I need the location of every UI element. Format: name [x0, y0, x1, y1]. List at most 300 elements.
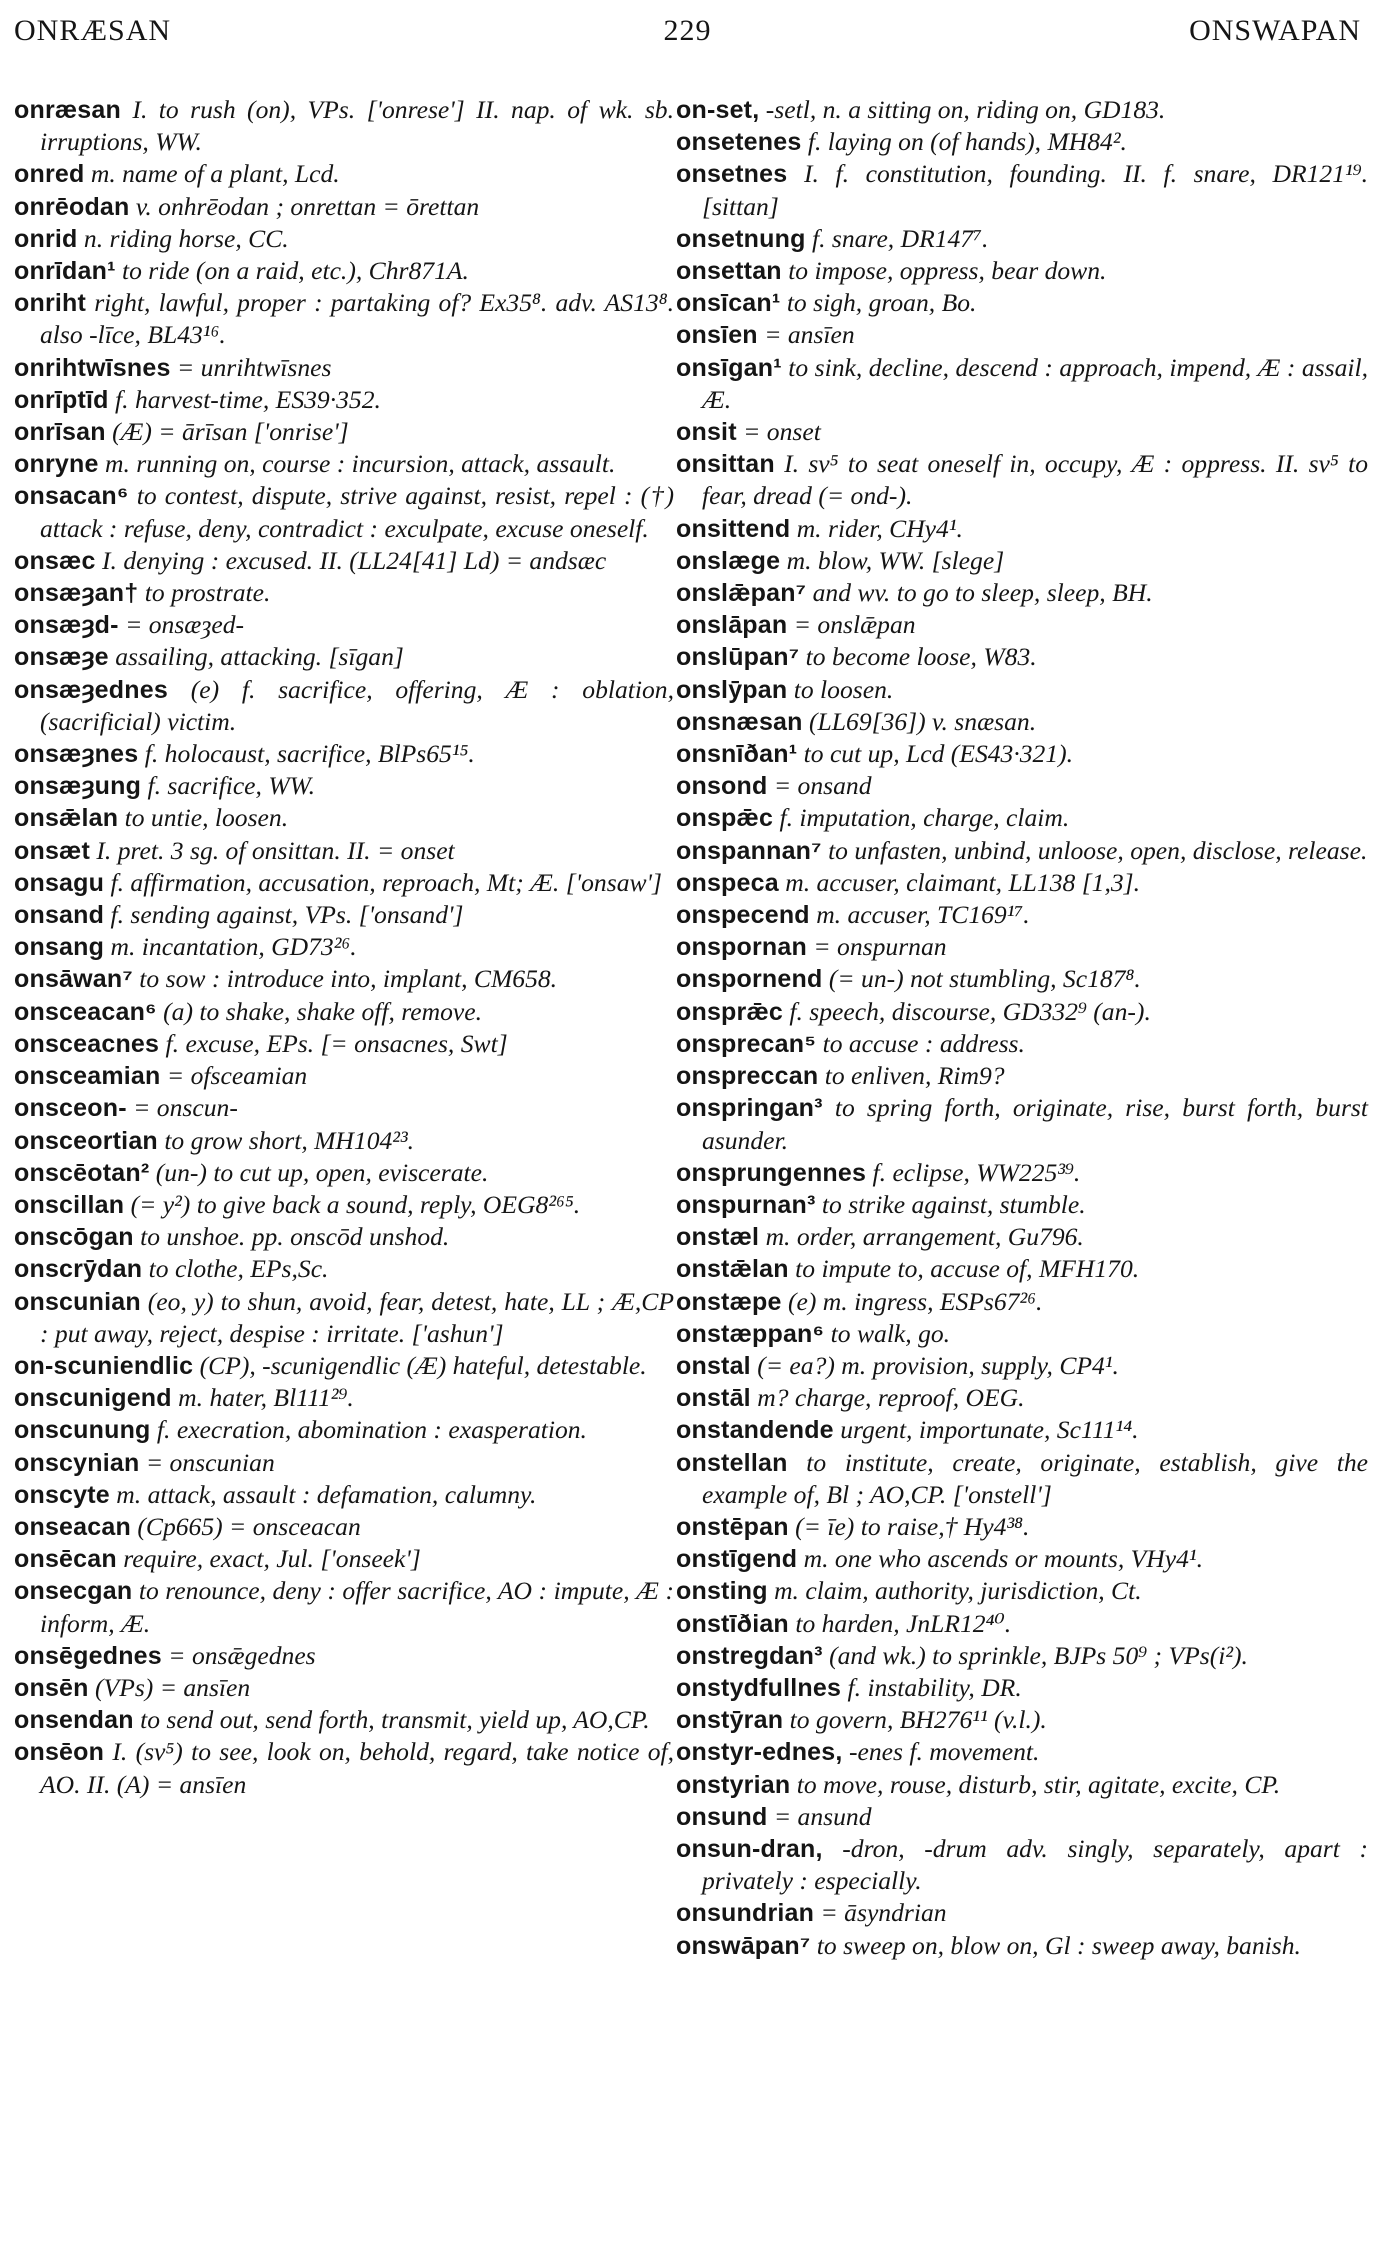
- dictionary-entry: [14, 1672, 674, 1704]
- dictionary-entry: [676, 609, 1368, 641]
- entry-definition: m. blow, WW. [slege]: [786, 545, 1005, 575]
- entry-headword: onscēotan²: [14, 1158, 150, 1187]
- entry-definition: I. to rush (on), VPs. ['onrese'] II. nap. of wk. sb. irruptions, WW.: [40, 95, 674, 157]
- entry-headword: onsceamian: [14, 1062, 161, 1091]
- dictionary-entry: [676, 158, 1368, 222]
- dictionary-entry: [676, 1930, 1368, 1962]
- dictionary-entry: [14, 1511, 674, 1543]
- entry-headword: onsceortian: [14, 1126, 158, 1155]
- dictionary-entry: [14, 255, 674, 287]
- dictionary-entry: [676, 223, 1368, 255]
- entry-definition: to sow : introduce into, implant, CM658.: [139, 964, 558, 994]
- entry-definition: (CP), -scunigendlic (Æ) hateful, detestable.: [199, 1350, 647, 1380]
- entry-headword: onryne: [14, 450, 99, 479]
- entry-definition: urgent, importunate, Sc111¹⁴.: [840, 1415, 1139, 1445]
- dictionary-entry: [676, 1801, 1368, 1833]
- entry-definition: = onset: [743, 417, 821, 447]
- entry-headword: onslūpan⁷: [676, 643, 800, 672]
- entry-headword: onsprǣc: [676, 997, 783, 1026]
- entry-headword: onstæl: [676, 1223, 760, 1252]
- dictionary-entry: [676, 1189, 1368, 1221]
- entry-definition: m? charge, reproof, OEG.: [757, 1383, 1025, 1413]
- entry-headword: onslāpan: [676, 611, 788, 640]
- entry-headword: onstȳran: [676, 1706, 784, 1735]
- entry-headword: onstæpe: [676, 1287, 782, 1316]
- entry-headword: onsæȝe: [14, 643, 109, 672]
- entry-headword: onspecend: [676, 901, 810, 930]
- entry-definition: m. order, arrangement, Gu796.: [765, 1222, 1084, 1252]
- dictionary-entry: [676, 963, 1368, 995]
- dictionary-entry: [14, 996, 674, 1028]
- entry-definition: = ofsceamian: [166, 1061, 308, 1091]
- entry-headword: onspornend: [676, 965, 823, 994]
- dictionary-entry: [14, 448, 674, 480]
- entry-headword: onsacan⁶: [14, 482, 129, 511]
- entry-headword: on-set,: [676, 96, 760, 124]
- entry-headword: onstǣlan: [676, 1255, 789, 1284]
- dictionary-entry: [676, 287, 1368, 319]
- entry-definition: m. hater, Bl111²⁹.: [178, 1383, 354, 1413]
- entry-headword: onseacan: [14, 1512, 131, 1541]
- dictionary-entry: [14, 1125, 674, 1157]
- entry-headword: onsetnung: [676, 224, 806, 253]
- entry-headword: onscunigend: [14, 1384, 172, 1413]
- entry-definition: (Æ) = ārīsan ['onrise']: [112, 417, 349, 447]
- entry-headword: onsēgednes: [14, 1641, 162, 1670]
- entry-headword: onstydfullnes: [676, 1673, 842, 1702]
- entry-headword: onrihtwīsnes: [14, 353, 171, 382]
- entry-headword: on-scuniendlic: [14, 1351, 194, 1380]
- dictionary-entry: [14, 94, 674, 158]
- dictionary-entry: [676, 867, 1368, 899]
- dictionary-entry: [676, 931, 1368, 963]
- entry-definition: = onsand: [773, 771, 872, 801]
- entry-headword: onspringan³: [676, 1094, 823, 1123]
- entry-definition: to send out, send forth, transmit, yield up, AO,CP.: [140, 1705, 650, 1735]
- entry-definition: to enliven, Rim9?: [824, 1061, 1005, 1091]
- entry-definition: f. sending against, VPs. ['onsand']: [110, 900, 464, 930]
- entry-headword: onsāwan⁷: [14, 965, 133, 994]
- dictionary-entry: [676, 996, 1368, 1028]
- entry-definition: f. snare, DR147⁷.: [811, 223, 989, 253]
- dictionary-entry: [676, 706, 1368, 738]
- entry-definition: require, exact, Jul. ['onseek']: [123, 1544, 421, 1574]
- entry-definition: (e) f. sacrifice, offering, Æ : oblation, (sacrificial) victim.: [40, 674, 674, 736]
- dictionary-entry: [676, 1157, 1368, 1189]
- entry-headword: onscrȳdan: [14, 1255, 143, 1284]
- dictionary-entry: [676, 1382, 1368, 1414]
- entry-definition: f. excuse, EPs. [= onsacnes, Swt]: [165, 1028, 508, 1058]
- entry-headword: onstēpan: [676, 1512, 789, 1541]
- entry-headword: onscyte: [14, 1480, 110, 1509]
- entry-headword: onsceacnes: [14, 1029, 160, 1058]
- entry-definition: -dron, -drum adv. singly, separately, apart : privately : especially.: [702, 1833, 1368, 1896]
- entry-headword: onstīðian: [676, 1609, 789, 1638]
- entry-headword: onred: [14, 160, 85, 189]
- entry-definition: -setl, n. a sitting on, riding on, GD183.: [765, 95, 1166, 124]
- dictionary-entry: [14, 1382, 674, 1414]
- entry-definition: (e) m. ingress, ESPs67²⁶.: [787, 1286, 1043, 1316]
- dictionary-entry: [14, 1479, 674, 1511]
- entry-headword: onrīptīd: [14, 385, 109, 414]
- entry-headword: onsæc: [14, 546, 96, 575]
- entry-headword: onsendan: [14, 1706, 134, 1735]
- dictionary-entry: [676, 1253, 1368, 1285]
- dictionary-entry: [676, 1318, 1368, 1350]
- dictionary-entry: [14, 287, 674, 351]
- dictionary-entry: [676, 545, 1368, 577]
- entry-headword: onsang: [14, 933, 105, 962]
- entry-definition: (LL69[36]) v. snæsan.: [809, 706, 1037, 736]
- entry-definition: = onscun-: [133, 1093, 238, 1123]
- dictionary-entry: [14, 674, 674, 738]
- dictionary-entry: [14, 609, 674, 641]
- entry-headword: onsæt: [14, 836, 90, 865]
- entry-headword: onsceon-: [14, 1094, 127, 1123]
- entry-definition: (= y²) to give back a sound, reply, OEG8²⁶⁵.: [130, 1189, 581, 1219]
- entry-headword: onrīsan: [14, 418, 106, 447]
- entry-definition: m. one who ascends or mounts, VHy4¹.: [803, 1544, 1204, 1574]
- entry-headword: onsand: [14, 901, 105, 930]
- dictionary-entry: [676, 319, 1368, 351]
- entry-headword: onrid: [14, 224, 78, 253]
- dictionary-entry: [14, 1253, 674, 1285]
- entry-definition: I. pret. 3 sg. of onsittan. II. = onset: [96, 835, 455, 865]
- entry-definition: (= ea?) m. provision, supply, CP4¹.: [757, 1350, 1119, 1380]
- dictionary-entry: [676, 770, 1368, 802]
- dictionary-entry: [676, 1769, 1368, 1801]
- entry-definition: to unfasten, unbind, unloose, open, disclose, release.: [828, 835, 1368, 865]
- entry-headword: onsīgan¹: [676, 353, 782, 382]
- header-left-guideword: ONRÆSAN: [14, 14, 172, 47]
- entry-headword: onscunian: [14, 1287, 141, 1316]
- dictionary-entry: [676, 1897, 1368, 1929]
- dictionary-entry: [676, 1092, 1368, 1156]
- dictionary-entry: [14, 1704, 674, 1736]
- entry-headword: onsæȝan†: [14, 579, 139, 608]
- entry-headword: onsting: [676, 1577, 768, 1606]
- dictionary-entry: [14, 1286, 674, 1350]
- entry-definition: to govern, BH276¹¹ (v.l.).: [789, 1705, 1047, 1735]
- entry-headword: onsæȝednes: [14, 675, 168, 704]
- entry-definition: = unrihtwīsnes: [177, 352, 332, 382]
- entry-headword: onsprecan⁵: [676, 1029, 817, 1058]
- dictionary-entry: [676, 94, 1368, 126]
- right-column: [676, 94, 1368, 1962]
- dictionary-entry: [14, 577, 674, 609]
- entry-definition: to ride (on a raid, etc.), Chr871A.: [122, 256, 469, 286]
- entry-headword: onsǣlan: [14, 804, 119, 833]
- left-column: [14, 94, 674, 1801]
- entry-definition: to unshoe. pp. onscōd unshod.: [140, 1222, 450, 1252]
- dictionary-entry: [676, 1028, 1368, 1060]
- dictionary-entry: [676, 416, 1368, 448]
- entry-headword: onslǣpan⁷: [676, 579, 807, 608]
- dictionary-entry: [14, 835, 674, 867]
- entry-headword: onstæppan⁶: [676, 1319, 825, 1348]
- dictionary-entry: [14, 1221, 674, 1253]
- entry-headword: onsnæsan: [676, 707, 803, 736]
- entry-headword: onswāpan⁷: [676, 1931, 811, 1960]
- dictionary-entry: [14, 1414, 674, 1446]
- entry-headword: onstregdan³: [676, 1641, 823, 1670]
- entry-headword: onsettan: [676, 257, 782, 286]
- dictionary-entry: [14, 931, 674, 963]
- dictionary-entry: [14, 1092, 674, 1124]
- entry-headword: onspurnan³: [676, 1190, 816, 1219]
- entry-headword: onstandende: [676, 1416, 834, 1445]
- entry-headword: onspreccan: [676, 1062, 819, 1091]
- entry-definition: to become loose, W83.: [805, 642, 1037, 672]
- entry-definition: m. claim, authority, jurisdiction, Ct.: [774, 1576, 1142, 1606]
- dictionary-entry: [676, 448, 1368, 512]
- dictionary-entry: [676, 577, 1368, 609]
- entry-definition: m. accuser, TC169¹⁷.: [816, 900, 1030, 930]
- entry-headword: onspeca: [676, 868, 779, 897]
- dictionary-entry: [14, 1543, 674, 1575]
- entry-definition: f. instability, DR.: [847, 1672, 1022, 1702]
- entry-headword: onslȳpan: [676, 675, 788, 704]
- entry-definition: to impute to, accuse of, MFH170.: [795, 1254, 1140, 1284]
- entry-definition: I. sv⁵ to seat oneself in, occupy, Æ : oppress. II. sv⁵ to fear, dread (= ond-).: [702, 449, 1368, 511]
- entry-definition: I. denying : excused. II. (LL24[41] Ld) = andsæc: [102, 545, 607, 575]
- entry-headword: onsēn: [14, 1673, 89, 1702]
- entry-definition: f. speech, discourse, GD332⁹ (an-).: [789, 996, 1151, 1026]
- dictionary-entry: [14, 416, 674, 448]
- dictionary-entry: [676, 1672, 1368, 1704]
- entry-definition: to walk, go.: [830, 1318, 951, 1348]
- entry-definition: n. riding horse, CC.: [83, 223, 289, 253]
- entry-definition: to grow short, MH104²³.: [164, 1125, 415, 1155]
- dictionary-entry: [14, 1736, 674, 1800]
- entry-headword: onsetnes: [676, 160, 788, 189]
- dictionary-entry: [676, 1575, 1368, 1607]
- entry-definition: f. affirmation, accusation, reproach, Mt; Æ. ['onsaw']: [110, 867, 662, 897]
- dictionary-entry: [676, 1511, 1368, 1543]
- entry-headword: onsecgan: [14, 1577, 133, 1606]
- page-number: 229: [663, 14, 712, 47]
- dictionary-entry: [676, 738, 1368, 770]
- header-right-guideword: ONSWAPAN: [1189, 14, 1361, 47]
- dictionary-entry: [676, 126, 1368, 158]
- entry-headword: onsagu: [14, 868, 105, 897]
- entry-headword: onsæȝnes: [14, 740, 139, 769]
- entry-headword: onsetenes: [676, 128, 802, 157]
- dictionary-entry: [14, 1189, 674, 1221]
- dictionary-entry: [14, 545, 674, 577]
- entry-definition: = onspurnan: [813, 932, 947, 962]
- dictionary-entry: [14, 1350, 674, 1382]
- entry-definition: m. incantation, GD73²⁶.: [110, 932, 357, 962]
- entry-definition: assailing, attacking. [sīgan]: [115, 642, 404, 672]
- dictionary-entry: [676, 1608, 1368, 1640]
- entry-definition: = ansund: [773, 1801, 872, 1831]
- entry-definition: I. (sv⁵) to see, look on, behold, regard, take notice of, AO. II. (A) = ansīen: [40, 1737, 675, 1799]
- entry-headword: onsnīðan¹: [676, 740, 798, 769]
- entry-definition: to renounce, deny : offer sacrifice, AO : impute, Æ : inform, Æ.: [40, 1576, 674, 1638]
- dictionary-entry: [14, 963, 674, 995]
- dictionary-entry: [676, 352, 1368, 416]
- dictionary-entry: [14, 1157, 674, 1189]
- entry-definition: = ansīen: [764, 320, 855, 350]
- entry-definition: f. sacrifice, WW.: [147, 771, 316, 801]
- dictionary-entry: [14, 899, 674, 931]
- entry-definition: to sigh, groan, Bo.: [786, 288, 977, 318]
- entry-definition: f. eclipse, WW225³⁹.: [872, 1157, 1081, 1187]
- entry-definition: m. attack, assault : defamation, calumny.: [116, 1479, 537, 1509]
- entry-headword: onriht: [14, 289, 87, 318]
- entry-headword: onsēcan: [14, 1545, 117, 1574]
- entry-definition: to untie, loosen.: [124, 803, 289, 833]
- dictionary-entry: [676, 1447, 1368, 1511]
- entry-definition: to strike against, stumble.: [821, 1189, 1086, 1219]
- entry-definition: to contest, dispute, strive against, resist, repel : (†) attack : refuse, deny, contradict : exculpate, excuse oneself.: [40, 481, 674, 543]
- entry-headword: onscynian: [14, 1448, 140, 1477]
- entry-headword: onrēodan: [14, 192, 130, 221]
- entry-headword: onsun-dran,: [676, 1834, 823, 1863]
- entry-headword: onsond: [676, 772, 768, 801]
- dictionary-entry: [14, 802, 674, 834]
- entry-headword: onstāl: [676, 1384, 751, 1413]
- dictionary-entry: [676, 835, 1368, 867]
- entry-headword: onsēon: [14, 1738, 105, 1767]
- dictionary-entry: [676, 802, 1368, 834]
- entry-headword: onstyr-ednes,: [676, 1738, 843, 1767]
- entry-headword: onræsan: [14, 96, 121, 124]
- entry-definition: to cut up, Lcd (ES43·321).: [803, 739, 1074, 769]
- dictionary-entry: [14, 384, 674, 416]
- entry-definition: f. execration, abomination : exasperation.: [156, 1415, 587, 1445]
- entry-headword: onsundrian: [676, 1899, 815, 1928]
- entry-headword: onslæge: [676, 546, 781, 575]
- dictionary-entry: [14, 1028, 674, 1060]
- entry-definition: -enes f. movement.: [848, 1737, 1040, 1767]
- entry-headword: onsund: [676, 1802, 768, 1831]
- dictionary-entry: [676, 1286, 1368, 1318]
- dictionary-entry: [14, 480, 674, 544]
- dictionary-entry: [676, 513, 1368, 545]
- dictionary-entry: [676, 1414, 1368, 1446]
- entry-definition: to impose, oppress, bear down.: [788, 256, 1107, 286]
- entry-definition: f. imputation, charge, claim.: [779, 803, 1070, 833]
- entry-definition: to spring forth, originate, rise, burst forth, burst asunder.: [702, 1093, 1368, 1155]
- entry-definition: to loosen.: [793, 674, 894, 704]
- dictionary-entry: [14, 223, 674, 255]
- entry-definition: m. rider, CHy4¹.: [796, 513, 963, 543]
- entry-definition: to move, rouse, disturb, stir, agitate, excite, CP.: [796, 1769, 1281, 1799]
- dictionary-entry: [14, 352, 674, 384]
- entry-headword: onsceacan⁶: [14, 997, 157, 1026]
- entry-definition: to sink, decline, descend : approach, impend, Æ : assail, Æ.: [702, 352, 1368, 414]
- dictionary-entry: [14, 1447, 674, 1479]
- entry-definition: I. f. constitution, founding. II. f. snare, DR121¹⁹. [sittan]: [702, 159, 1368, 221]
- entry-definition: (eo, y) to shun, avoid, fear, detest, hate, LL ; Æ,CP : put away, reject, despise : irritate. ['ashun']: [40, 1286, 674, 1348]
- entry-headword: onsæȝung: [14, 772, 142, 801]
- entry-headword: onsīcan¹: [676, 289, 781, 318]
- entry-definition: to accuse : address.: [822, 1028, 1025, 1058]
- entry-headword: onstyrian: [676, 1770, 791, 1799]
- dictionary-entry: [14, 1640, 674, 1672]
- entry-definition: = onsæȝed-: [125, 610, 245, 640]
- dictionary-entry: [676, 1060, 1368, 1092]
- entry-headword: onscillan: [14, 1190, 125, 1219]
- entry-headword: onstīgend: [676, 1545, 798, 1574]
- dictionary-entry: [14, 867, 674, 899]
- entry-definition: m. name of a plant, Lcd.: [90, 159, 340, 189]
- entry-definition: (VPs) = ansīen: [95, 1672, 251, 1702]
- dictionary-entry: [676, 1221, 1368, 1253]
- dictionary-entry: [676, 1350, 1368, 1382]
- entry-definition: = onslǣpan: [793, 610, 916, 640]
- entry-headword: onspǣc: [676, 804, 774, 833]
- entry-headword: onsittend: [676, 514, 791, 543]
- entry-definition: f. laying on (of hands), MH84².: [807, 127, 1127, 157]
- entry-definition: to clothe, EPs,Sc.: [148, 1254, 329, 1284]
- entry-headword: onsprungennes: [676, 1158, 867, 1187]
- entry-headword: onscunung: [14, 1416, 151, 1445]
- dictionary-entry: [676, 1704, 1368, 1736]
- entry-definition: (and wk.) to sprinkle, BJPs 50⁹ ; VPs(i²).: [829, 1640, 1248, 1670]
- dictionary-entry: [14, 770, 674, 802]
- entry-headword: onrīdan¹: [14, 257, 116, 286]
- entry-headword: onspannan⁷: [676, 836, 822, 865]
- dictionary-entry: [14, 158, 674, 190]
- entry-headword: onsittan: [676, 450, 775, 479]
- page-header: [14, 14, 1361, 64]
- dictionary-entry: [676, 1543, 1368, 1575]
- entry-definition: (= un-) not stumbling, Sc187⁸.: [828, 964, 1141, 994]
- entry-headword: onsæȝd-: [14, 611, 119, 640]
- entry-definition: and wv. to go to sleep, sleep, BH.: [812, 578, 1153, 608]
- entry-definition: to prostrate.: [144, 578, 271, 608]
- entry-definition: (un-) to cut up, open, eviscerate.: [155, 1157, 489, 1187]
- entry-definition: f. holocaust, sacrifice, BlPs65¹⁵.: [144, 739, 475, 769]
- dictionary-entry: [676, 899, 1368, 931]
- dictionary-entry: [676, 641, 1368, 673]
- entry-definition: (a) to shake, shake off, remove.: [163, 996, 483, 1026]
- entry-headword: onstellan: [676, 1448, 788, 1477]
- entry-definition: = āsyndrian: [820, 1898, 947, 1928]
- entry-definition: = onsǣgednes: [168, 1640, 316, 1670]
- entry-definition: m. running on, course : incursion, attack, assault.: [104, 449, 616, 479]
- dictionary-entry: [676, 1736, 1368, 1768]
- dictionary-entry: [14, 1575, 674, 1639]
- entry-definition: to institute, create, originate, establish, give the example of, Bl ; AO,CP. ['onstell']: [702, 1447, 1369, 1509]
- entry-definition: (= īe) to raise,† Hy4³⁸.: [795, 1511, 1030, 1541]
- entry-definition: = onscunian: [145, 1447, 275, 1477]
- entry-definition: right, lawful, proper : partaking of? Ex35⁸. adv. AS13⁸. also -līce, BL43¹⁶.: [40, 288, 674, 350]
- entry-definition: v. onhrēodan ; onrettan = ōrettan: [135, 191, 480, 221]
- entry-definition: m. accuser, claimant, LL138 [1,3].: [785, 867, 1141, 897]
- entry-headword: onsīen: [676, 321, 758, 350]
- entry-headword: onsit: [676, 418, 737, 447]
- dictionary-entry: [14, 641, 674, 673]
- dictionary-entry: [14, 1060, 674, 1092]
- entry-definition: (Cp665) = onsceacan: [137, 1511, 361, 1541]
- entry-definition: to sweep on, blow on, Gl : sweep away, banish.: [816, 1930, 1301, 1960]
- dictionary-entry: [676, 674, 1368, 706]
- dictionary-entry: [14, 191, 674, 223]
- entry-headword: onspornan: [676, 933, 807, 962]
- entry-definition: f. harvest-time, ES39·352.: [115, 384, 381, 414]
- dictionary-entry: [676, 255, 1368, 287]
- dictionary-entry: [676, 1833, 1368, 1897]
- dictionary-entry: [14, 738, 674, 770]
- dictionary-entry: [676, 1640, 1368, 1672]
- entry-headword: onstal: [676, 1351, 751, 1380]
- entry-definition: to harden, JnLR12⁴⁰.: [795, 1608, 1012, 1638]
- entry-headword: onscōgan: [14, 1223, 134, 1252]
